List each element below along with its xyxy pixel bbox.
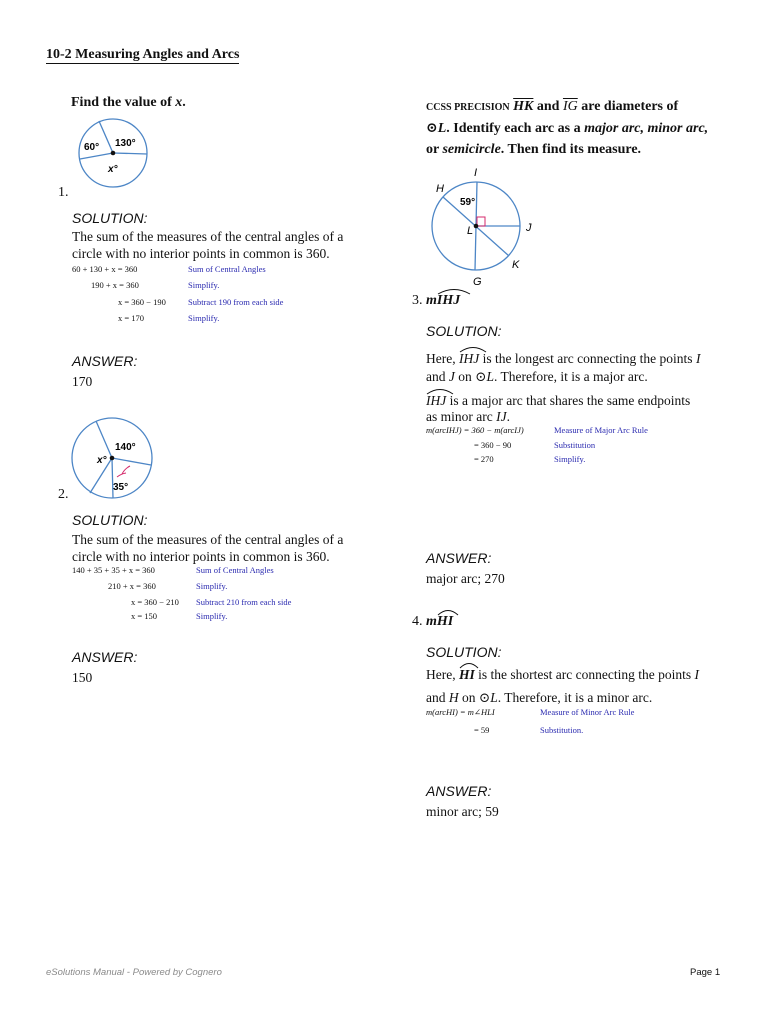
angle-label-b: 130° <box>115 138 136 149</box>
circle-dot-icon: ⊙ <box>478 690 491 705</box>
circle-figure-1 <box>70 114 160 188</box>
point-label-h: H <box>436 183 444 195</box>
segment-ig: $\overline{IG}$ <box>562 99 578 114</box>
answer-value-3: major arc; 270 <box>426 571 505 586</box>
answer-label-4: ANSWER: <box>426 783 492 799</box>
solution-label-3: SOLUTION: <box>426 323 502 339</box>
angle-label-a: 140° <box>115 442 136 453</box>
solution-line: and H on ⊙L. Therefore, it is a minor arc. <box>426 690 653 705</box>
arc-hi: HI <box>437 613 453 630</box>
angle-label-x: x° <box>97 455 107 466</box>
answer-value-4: minor arc; 59 <box>426 804 499 819</box>
answer-value-1: 170 <box>72 374 93 389</box>
arc-hi: HI <box>459 666 475 683</box>
segment-hk: $\overline{HK}$ <box>513 99 534 114</box>
point-label-j: J <box>526 222 532 234</box>
circle-dot-icon: ⊙ <box>426 121 438 136</box>
circle-figure-2 <box>70 416 160 500</box>
angle-label-59: 59° <box>460 197 476 208</box>
answer-label-1: ANSWER: <box>72 353 138 369</box>
answer-label-3: ANSWER: <box>426 550 492 566</box>
problem-number-2: 2. <box>58 487 69 502</box>
ccss-label: CCSS PRECISION <box>426 102 510 113</box>
solution-label-4: SOLUTION: <box>426 644 502 660</box>
solution-line: Here, IHJ is the longest arc connecting the points I <box>426 350 736 367</box>
problem-number-1: 1. <box>58 185 69 200</box>
answer-value-2: 150 <box>72 670 93 685</box>
problem-number-3: 3. m IHJ <box>412 292 460 309</box>
section-instruction: CCSS PRECISION $\overline{HK}$ and $\overline{IG}$ are diameters of ⊙L. Identify each arc as a major arc, minor arc, or semicircle. Then find its measure. <box>426 99 709 157</box>
angle-label-b: 35° <box>113 482 129 493</box>
angle-label-a: 60° <box>84 142 100 153</box>
footer-credit: eSolutions Manual - Powered by Cognero <box>46 967 222 978</box>
solution-label-2: SOLUTION: <box>72 512 148 528</box>
instruction: Find the value of x. <box>71 95 186 110</box>
solution-line: and J on ⊙L. Therefore, it is a major arc. <box>426 369 648 384</box>
solution-line: Here, HI is the shortest arc connecting the points I <box>426 666 736 683</box>
point-label-l: L <box>467 225 474 237</box>
solution-label-1: SOLUTION: <box>72 210 148 226</box>
point-label-k: K <box>512 259 520 271</box>
arc-ihj: IHJ <box>437 292 460 309</box>
page-title: 10-2 Measuring Angles and Arcs <box>46 47 240 62</box>
circle-dot-icon: ⊙ <box>475 369 487 384</box>
circle-figure-l <box>426 162 544 292</box>
point-label-i: I <box>474 167 478 179</box>
arc-ihj: IHJ <box>426 392 446 409</box>
solution-line: as minor arc IJ. <box>426 409 510 424</box>
answer-label-2: ANSWER: <box>72 649 138 665</box>
point-label-g: G <box>473 276 482 288</box>
solution-line: IHJ is a major arc that shares the same endpoints <box>426 392 736 409</box>
solution-text-1: The sum of the measures of the central angles of a circle with no interior points in common is 360. <box>72 229 344 261</box>
page-number: Page 1 <box>690 967 721 978</box>
arc-ihj: IHJ <box>459 350 479 367</box>
problem-number-4: 4. m HI <box>412 613 453 630</box>
angle-label-x: x° <box>108 164 118 175</box>
solution-text-2: The sum of the measures of the central angles of a circle with no interior points in common is 360. <box>72 532 344 564</box>
